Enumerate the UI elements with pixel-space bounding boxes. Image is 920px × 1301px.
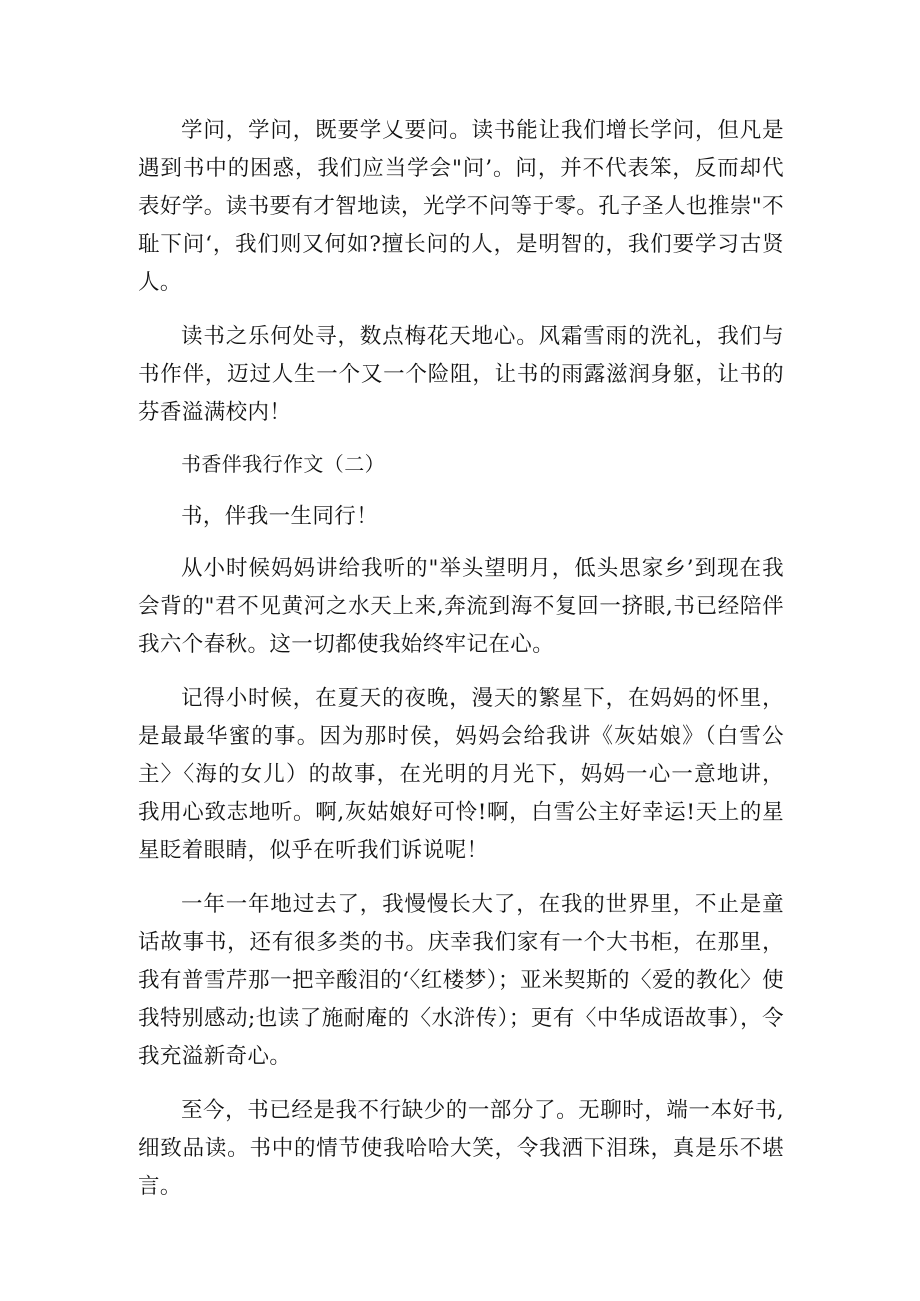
section-title: 书香伴我行作文（二） <box>181 452 385 476</box>
paragraph: 读书之乐何处寻，数点梅花天地心。风霜雪雨的洗礼，我们与书作伴，迈过人生一个又一个险阻，让书的雨露滋润身躯，让书的芬香溢满校内！ <box>138 324 784 425</box>
paragraph: 书，伴我一生同行！ <box>181 504 379 529</box>
paragraph: 一年一年地过去了，我慢慢长大了，在我的世界里，不止是童话故事书，还有很多类的书。庆幸我们家有一个大书柜，在那里，我有普雪芹那一把辛酸泪的‘〈红楼梦）；亚米契斯的〈爱的教化〉使我特别感动;也读了施耐庵的〈水浒传）；更有〈中华成语故事），令我充溢新奇心。 <box>138 892 784 1069</box>
paragraph: 学问，学问，既要学乂要问。读书能让我们增长学问，但凡是遇到书中的困惑，我们应当学会"问’。问，并不代表笨，反而却代表好学。读书要有才智地读，光学不问等于零。孔子圣人也推崇"不耻下问‘，我们则又何如?擅长问的人，是明智的，我们要学习古贤人。 <box>138 118 784 295</box>
paragraph: 记得小时候，在夏天的夜晚，漫天的繁星下，在妈妈的怀里，是最最华蜜的事。因为那时侯，妈妈会给我讲《灰姑娘》（白雪公主〉〈海的女儿）的故事，在光明的月光下，妈妈一心一意地讲，我用心致志地听。啊,灰姑娘好可怜!啊，白雪公主好幸运!天上的星星眨着眼睛，似乎在听我们诉说呢！ <box>138 686 784 863</box>
paragraph: 至今，书已经是我不行缺少的一部分了。无聊时，端一本好书,细致品读。书中的情节使我哈哈大笑，令我洒下泪珠，真是乐不堪言。 <box>138 1098 784 1199</box>
document-page <box>138 112 784 1222</box>
paragraph: 从小时候妈妈讲给我听的"举头望明月，低头思家乡’到现在我会背的"君不见黄河之水天上来,奔流到海不复回一挤眼,书已经陪伴我六个春秋。这一切都使我始终牢记在心。 <box>138 556 784 657</box>
